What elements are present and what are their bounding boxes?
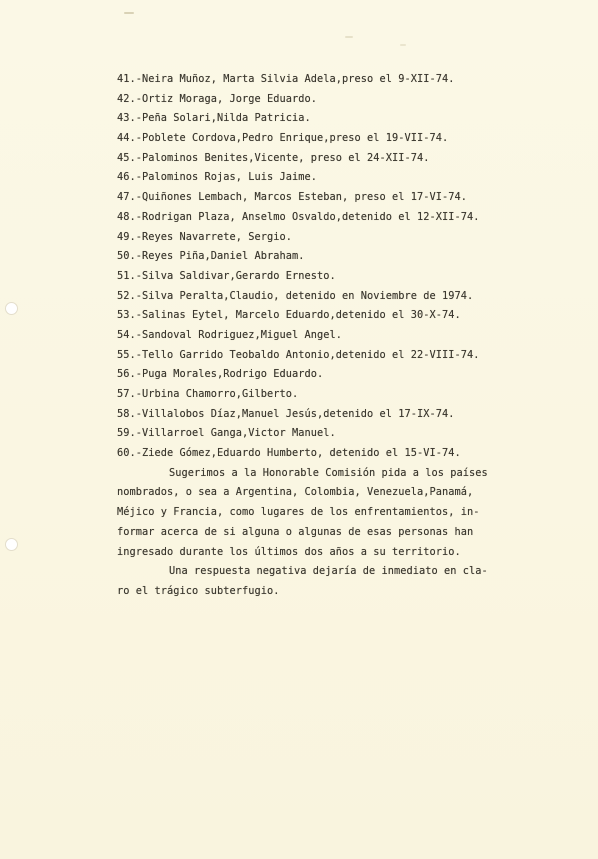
list-item: 45.-Palominos Benites,Vicente, preso el 24-XII-74.: [117, 151, 430, 164]
list-item: 60.-Ziede Gómez,Eduardo Humberto, detenido el 15-VI-74.: [117, 447, 461, 460]
list-item: 43.-Peña Solari,Nilda Patricia.: [117, 112, 311, 125]
list-item: 46.-Palominos Rojas, Luis Jaime.: [117, 171, 317, 184]
list-item: 44.-Poblete Cordova,Pedro Enrique,preso el 19-VII-74.: [117, 132, 449, 145]
paper-mark: [400, 44, 406, 46]
list-item: 41.-Neira Muñoz, Marta Silvia Adela,preso el 9-XII-74.: [117, 73, 455, 85]
paragraph-line: ingresado durante los últimos dos años a su territorio.: [117, 545, 461, 558]
punch-hole: [5, 538, 18, 551]
typed-text-body: [117, 70, 557, 602]
paragraph-line: nombrados, o sea a Argentina, Colombia, Venezuela,Panamá,: [117, 486, 474, 499]
list-item: 51.-Silva Saldivar,Gerardo Ernesto.: [117, 269, 336, 282]
paragraph-line: formar acerca de si alguna o algunas de esas personas han: [117, 525, 474, 538]
punch-hole: [5, 302, 18, 315]
list-item: 58.-Villalobos Díaz,Manuel Jesús,detenido el 17-IX-74.: [117, 407, 455, 420]
paper-mark: [124, 12, 134, 14]
conclusion-paragraph: [117, 562, 557, 601]
list-item: 49.-Reyes Navarrete, Sergio.: [117, 230, 292, 243]
list-item: 57.-Urbina Chamorro,Gilberto.: [117, 388, 299, 400]
list-item: 56.-Puga Morales,Rodrigo Eduardo.: [117, 368, 324, 381]
paragraph-line: ro el trágico subterfugio.: [117, 584, 280, 597]
list-item: 54.-Sandoval Rodriguez,Miguel Angel.: [117, 328, 342, 341]
detainee-list: [117, 70, 557, 464]
list-item: 50.-Reyes Piña,Daniel Abraham.: [117, 250, 305, 263]
list-item: 42.-Ortiz Moraga, Jorge Eduardo.: [117, 92, 317, 105]
list-item: 59.-Villarroel Ganga,Victor Manuel.: [117, 427, 336, 440]
paragraph-line: Méjico y Francia, como lugares de los enfrentamientos, in-: [117, 506, 480, 519]
list-item: 52.-Silva Peralta,Claudio, detenido en Noviembre de 1974.: [117, 289, 474, 302]
list-item: 53.-Salinas Eytel, Marcelo Eduardo,detenido el 30-X-74.: [117, 309, 461, 322]
list-item: 48.-Rodrigan Plaza, Anselmo Osvaldo,detenido el 12-XII-74.: [117, 210, 480, 223]
list-item: 55.-Tello Garrido Teobaldo Antonio,detenido el 22-VIII-74.: [117, 348, 480, 361]
paragraph-line: Sugerimos a la Honorable Comisión pida a los países: [169, 466, 488, 479]
request-paragraph: [117, 464, 557, 562]
list-item: 47.-Quiñones Lembach, Marcos Esteban, preso el 17-VI-74.: [117, 191, 467, 204]
paper-mark: [345, 36, 353, 38]
paragraph-line: Una respuesta negativa dejaría de inmediato en cla-: [169, 565, 488, 578]
